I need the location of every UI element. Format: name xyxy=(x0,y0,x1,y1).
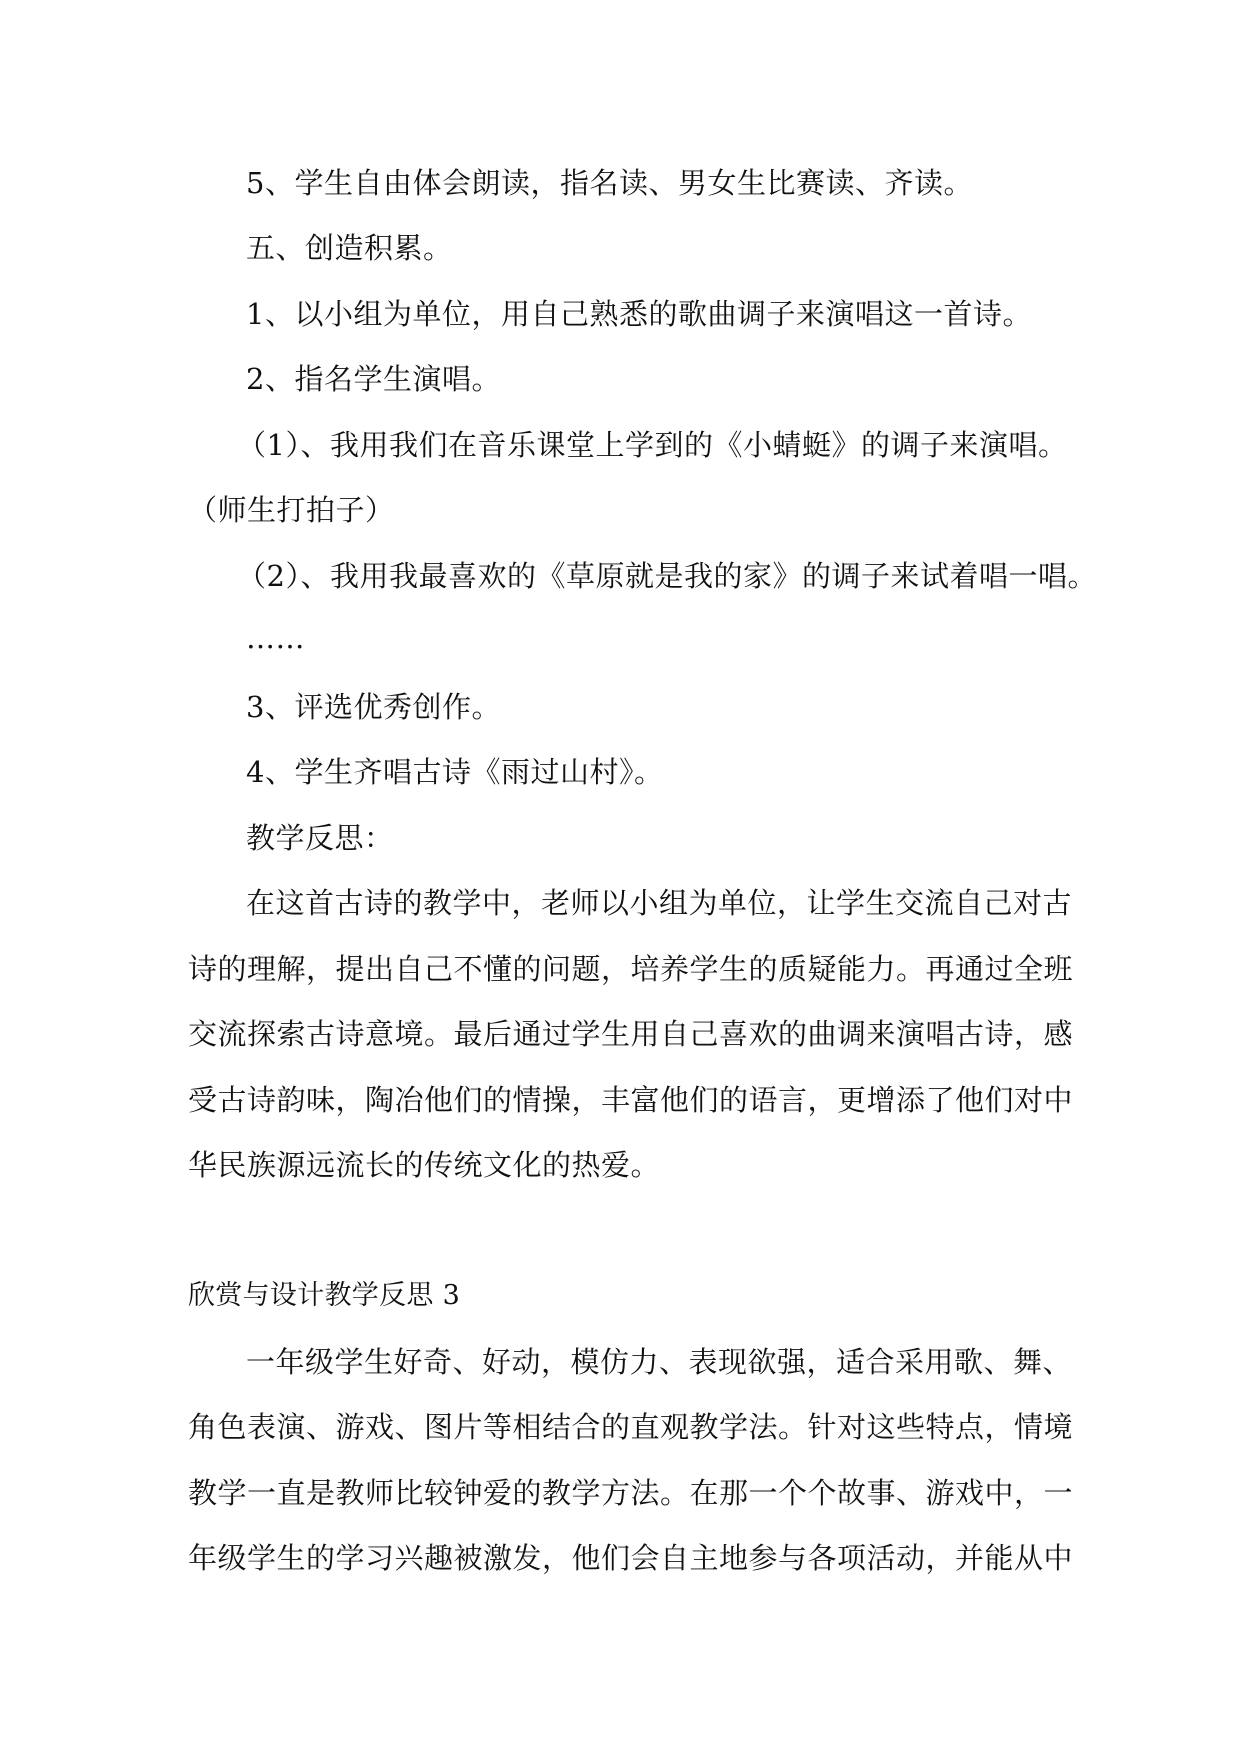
paragraph-line: 诗的理解，提出自己不懂的问题，培养学生的质疑能力。再通过全班 xyxy=(188,952,1074,986)
text-line: （2）、我用我最喜欢的《草原就是我的家》的调子来试着唱一唱。 xyxy=(237,559,1097,593)
section-heading: 五、创造积累。 xyxy=(246,231,453,265)
text-line: （师生打拍子） xyxy=(188,493,395,527)
paragraph-line: 角色表演、游戏、图片等相结合的直观教学法。针对这些特点，情境 xyxy=(188,1410,1074,1444)
paragraph-line: 在这首古诗的教学中，老师以小组为单位，让学生交流自己对古 xyxy=(246,886,1073,920)
paragraph-line: 华民族源远流长的传统文化的热爱。 xyxy=(188,1148,661,1182)
text-line: （1）、我用我们在音乐课堂上学到的《小蜻蜓》的调子来演唱。 xyxy=(237,428,1068,462)
paragraph-line: 年级学生的学习兴趣被激发，他们会自主地参与各项活动，并能从中 xyxy=(188,1541,1074,1575)
paragraph-line: 一年级学生好奇、好动，模仿力、表现欲强，适合采用歌、舞、 xyxy=(246,1345,1073,1379)
text-line: 2、指名学生演唱。 xyxy=(246,362,501,396)
ellipsis-line: …… xyxy=(246,621,305,655)
text-line: 3、评选优秀创作。 xyxy=(246,690,501,724)
text-line: 4、学生齐唱古诗《雨过山村》。 xyxy=(246,755,664,789)
text-line: 1、以小组为单位，用自己熟悉的歌曲调子来演唱这一首诗。 xyxy=(246,297,1032,331)
article-title: 欣赏与设计教学反思 3 xyxy=(188,1280,461,1311)
text-line: 5、学生自由体会朗读，指名读、男女生比赛读、齐读。 xyxy=(246,166,973,200)
paragraph-line: 交流探索古诗意境。最后通过学生用自己喜欢的曲调来演唱古诗，感 xyxy=(188,1017,1074,1051)
paragraph-line: 受古诗韵味，陶冶他们的情操，丰富他们的语言，更增添了他们对中 xyxy=(188,1083,1074,1117)
section-heading: 教学反思： xyxy=(246,821,394,855)
paragraph-line: 教学一直是教师比较钟爱的教学方法。在那一个个故事、游戏中，一 xyxy=(188,1476,1074,1510)
